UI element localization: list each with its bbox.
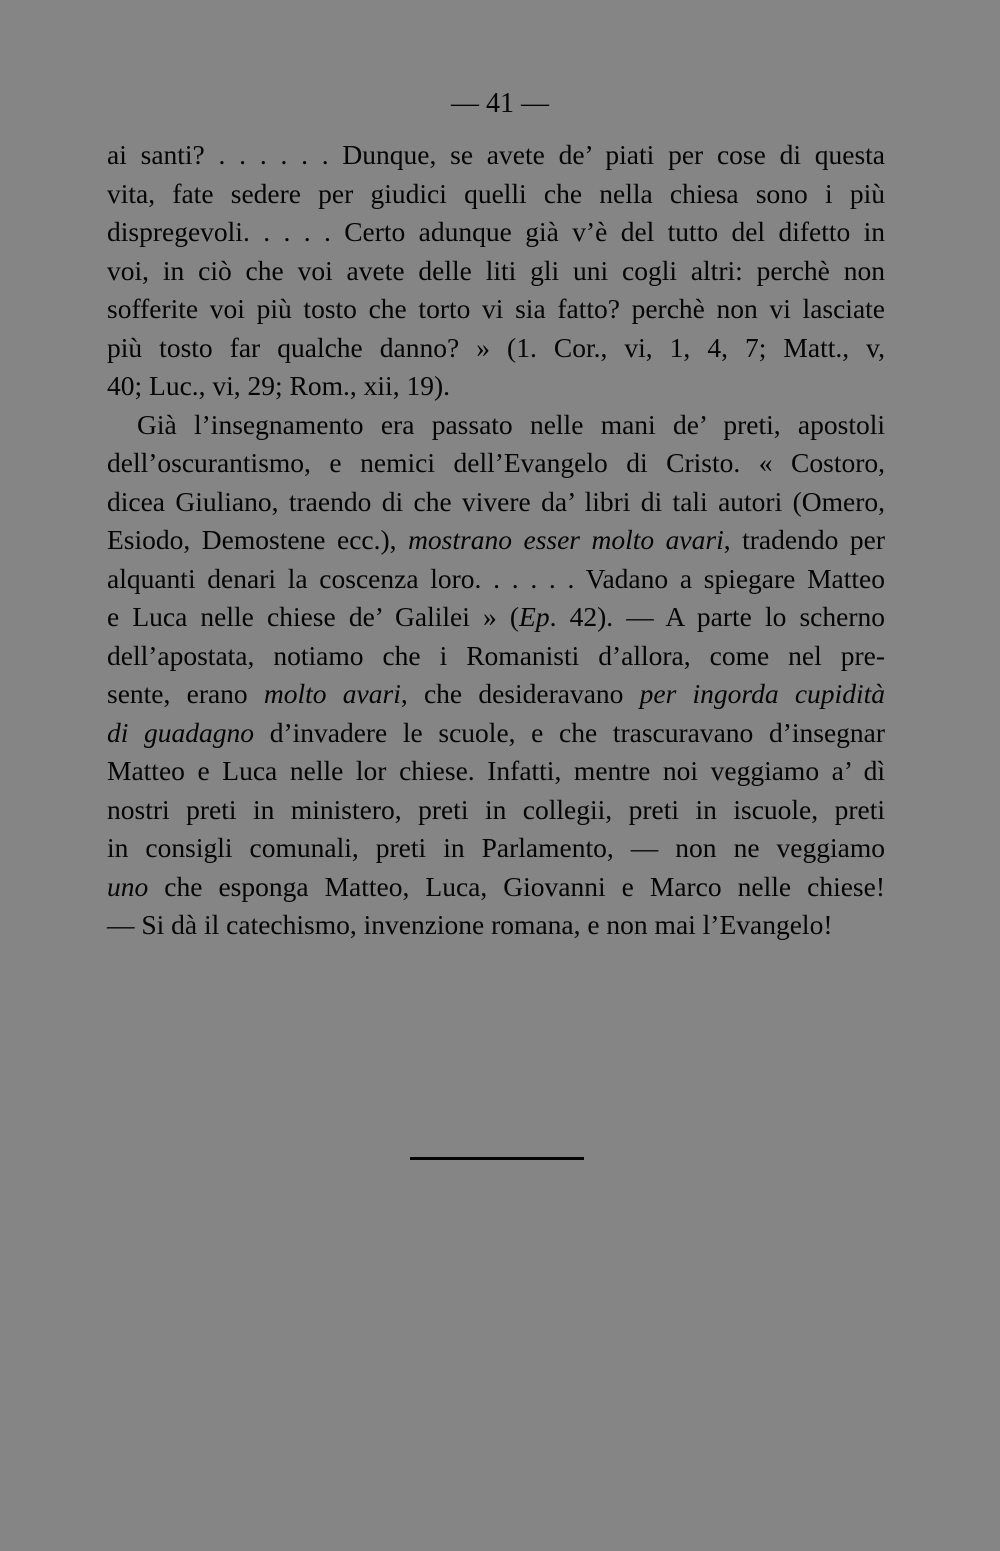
text-line	[107, 906, 885, 945]
page-number: — 41 —	[451, 88, 549, 119]
text-line	[107, 598, 885, 637]
closing-rule	[410, 1157, 584, 1160]
text-segment: più tosto far qualche danno? » (1. Cor., vi, 1, 4, 7; Matt., v,	[107, 331, 885, 363]
text-segment: voi, in ciò che voi avete delle liti gli uni cogli altri: perchè non	[107, 254, 885, 286]
text-segment: , che desideravano	[400, 678, 640, 709]
body-text	[107, 136, 885, 945]
text-line	[107, 329, 885, 368]
text-segment: vita, fate sedere per giudici quelli che nella chiesa sono i più	[107, 177, 885, 209]
text-segment: dell’apostata, notiamo che i Romanisti d’allora, come nel pre-	[107, 639, 885, 671]
italic-text: mostrano esser molto avari	[408, 524, 724, 555]
text-segment: 40; Luc., vi, 29; Rom., xii, 19).	[107, 370, 450, 401]
text-segment: ai santi? . . . . . . Dunque, se avete de’ piati per cose di questa	[107, 139, 885, 170]
italic-text: Ep	[519, 601, 550, 632]
text-segment: , tradendo per	[723, 524, 885, 555]
text-segment: nostri preti in ministero, preti in collegii, preti in iscuole, preti	[107, 793, 885, 825]
text-segment: dispregevoli. . . . . Certo adunque già v’è del tutto del difetto in	[107, 216, 885, 247]
text-segment: e Luca nelle chiese de’ Galilei » (	[107, 601, 520, 632]
text-line	[107, 675, 885, 714]
text-segment: in consigli comunali, preti in Parlamento, — non ne veggiamo	[107, 832, 885, 863]
text-segment: Matteo e Luca nelle lor chiese. Infatti, mentre noi veggiamo a’ dì	[107, 755, 885, 786]
italic-text: per ingorda cupidità	[639, 678, 885, 709]
text-segment: d’invadere le scuole, e che trascuravano d’insegnar	[254, 716, 886, 748]
text-line	[107, 637, 885, 676]
text-line	[107, 175, 885, 214]
italic-text: di guadagno	[107, 716, 255, 748]
text-line	[107, 136, 885, 175]
text-segment: . 42). — A parte lo scherno	[549, 601, 885, 632]
text-line	[107, 483, 885, 522]
text-segment: — Si dà il catechismo, invenzione romana, e non mai l’Evangelo!	[107, 909, 833, 940]
text-line	[107, 290, 885, 329]
text-segment: sente, erano	[107, 678, 264, 709]
text-line	[107, 213, 885, 252]
italic-text: molto avari	[263, 678, 401, 709]
text-segment: Già l’insegnamento era passato nelle mani de’ preti, apostoli	[137, 408, 885, 440]
text-line	[107, 521, 885, 560]
text-line	[107, 252, 885, 291]
text-segment: che esponga Matteo, Luca, Giovanni e Marco nelle chiese!	[148, 870, 885, 902]
text-line	[107, 829, 885, 868]
text-line	[107, 868, 885, 907]
text-line	[107, 714, 885, 753]
italic-text: uno	[107, 870, 149, 902]
text-segment: sofferite voi più tosto che torto vi sia fatto? perchè non vi lasciate	[107, 293, 885, 324]
text-segment: Esiodo, Demostene ecc.),	[107, 524, 409, 555]
text-line	[107, 367, 885, 406]
text-line	[107, 752, 885, 791]
text-line	[107, 791, 885, 830]
text-line	[107, 444, 885, 483]
text-line	[107, 406, 885, 445]
text-segment: dicea Giuliano, traendo di che vivere da’ libri di tali autori (Omero,	[107, 485, 885, 517]
text-segment: dell’oscurantismo, e nemici dell’Evangelo di Cristo. « Costoro,	[107, 447, 885, 478]
text-segment: alquanti denari la coscenza loro. . . . . . Vadano a spiegare Matteo	[107, 562, 885, 594]
text-line	[107, 560, 885, 599]
